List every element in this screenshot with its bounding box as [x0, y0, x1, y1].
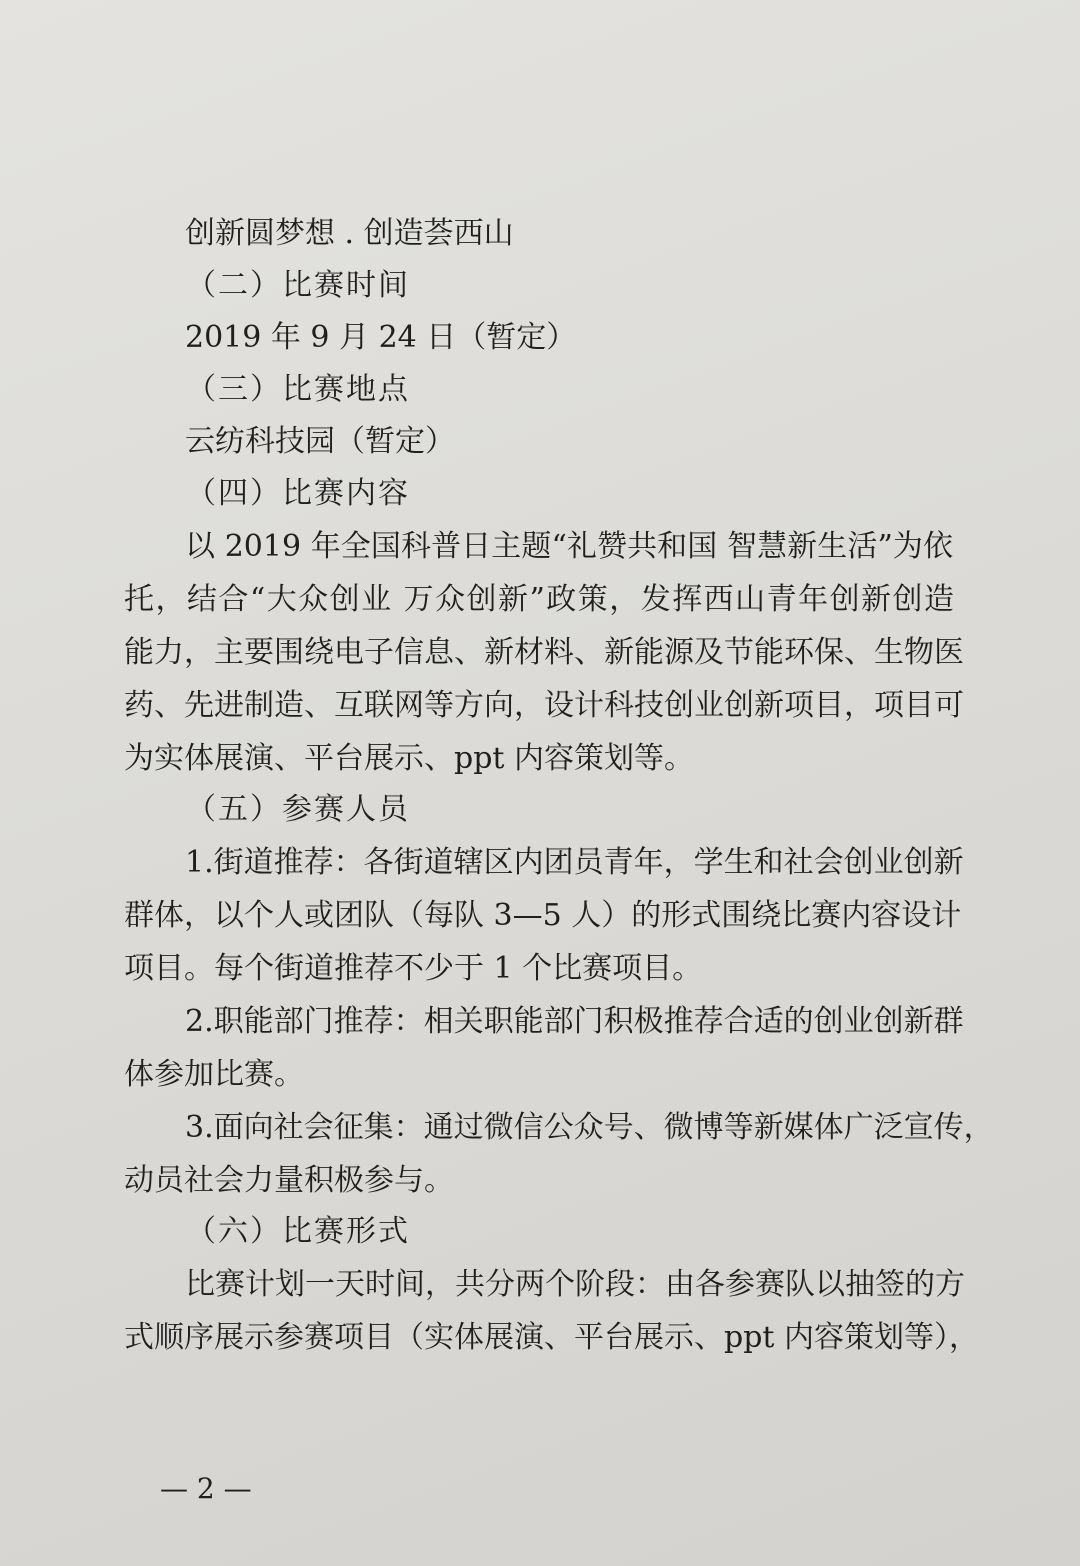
competition-location: 云纺科技园（暂定） — [185, 424, 455, 459]
content-paragraph-line-4: 药、先进制造、互联网等方向，设计科技创业创新项目，项目可 — [124, 688, 964, 723]
slogan-line: 创新圆梦想 . 创造荟西山 — [185, 216, 514, 251]
participants-item-2-line-1: 2.职能部门推荐：相关职能部门积极推荐合适的创业创新群 — [185, 1004, 964, 1039]
section-heading-time: （二）比赛时间 — [186, 268, 410, 303]
participants-item-1-line-2: 群体，以个人或团队（每队 3—5 人）的形式围绕比赛内容设计 — [124, 898, 962, 933]
content-paragraph-line-1: 以 2019 年全国科普日主题“礼赞共和国 智慧新生活”为依 — [185, 529, 953, 564]
section-heading-content: （四）比赛内容 — [186, 476, 410, 511]
section-heading-format: （六）比赛形式 — [186, 1214, 410, 1249]
content-paragraph-line-3: 能力，主要围绕电子信息、新材料、新能源及节能环保、生物医 — [124, 635, 964, 670]
page-number: — 2 — — [160, 1472, 252, 1505]
participants-item-1-line-3: 项目。每个街道推荐不少于 1 个比赛项目。 — [124, 951, 703, 986]
section-heading-location: （三）比赛地点 — [186, 372, 410, 407]
section-heading-participants: （五）参赛人员 — [186, 792, 410, 827]
format-paragraph-line-1: 比赛计划一天时间，共分两个阶段：由各参赛队以抽签的方 — [185, 1267, 965, 1302]
content-paragraph-line-5: 为实体展演、平台展示、ppt 内容策划等。 — [124, 741, 694, 776]
participants-item-3-line-2: 动员社会力量积极参与。 — [124, 1163, 454, 1198]
competition-date: 2019 年 9 月 24 日（暂定） — [185, 320, 577, 355]
participants-item-1-line-1: 1.街道推荐：各街道辖区内团员青年，学生和社会创业创新 — [185, 845, 964, 880]
content-paragraph-line-2: 托，结合“大众创业 万众创新”政策，发挥西山青年创新创造 — [124, 582, 954, 617]
participants-item-3-line-1: 3.面向社会征集：通过微信公众号、微博等新媒体广泛宣传， — [185, 1110, 994, 1145]
participants-item-2-line-2: 体参加比赛。 — [124, 1057, 304, 1092]
format-paragraph-line-2: 式顺序展示参赛项目（实体展演、平台展示、ppt 内容策划等）， — [124, 1320, 979, 1355]
